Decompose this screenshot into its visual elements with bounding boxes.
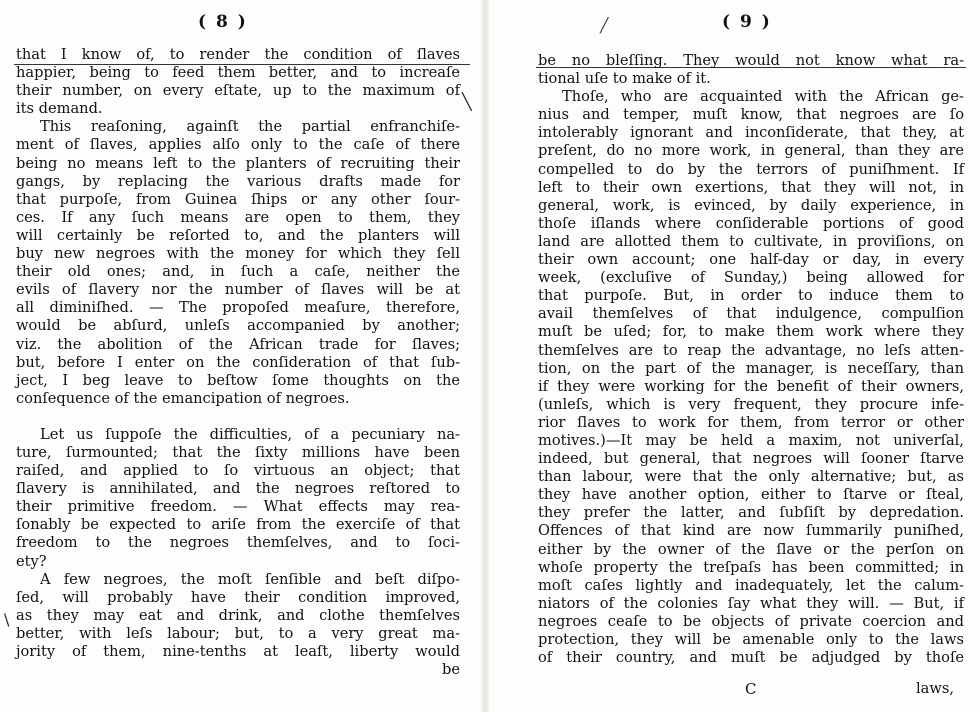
text-line: their old ones; and, in ſuch a caſe, neither the [16, 263, 460, 281]
text-line: being no means left to the planters of recruiting their [16, 154, 460, 172]
text-line: Thoſe, who are acquainted with the African ge- [562, 88, 964, 106]
text-line: whoſe property the treſpaſs has been committed; in [538, 558, 964, 576]
text-line: left to their own exertions, that they will not, in [538, 178, 964, 196]
text-line: as they may eat and drink, and clothe themſelves [16, 606, 460, 624]
text-line: This reaſoning, againſt the partial enfranchiſe- [40, 118, 460, 136]
pencil-mark-icon: ╱ [600, 18, 609, 34]
text-line: land are allotted them to cultivate, in proviſions, on [538, 232, 964, 250]
text-line: ture, ſurmounted; that the ſixty millions have been [16, 443, 460, 461]
text-line: all diminiſhed. — The propoſed meaſure, therefore, [16, 299, 460, 317]
page-number: ( 9 ) [722, 12, 772, 32]
text-line: intolerably ignorant and inconſiderate, that they, at [538, 124, 964, 142]
text-line: negroes ceaſe to be objects of private coercion and [538, 612, 964, 630]
text-line: general, work, is evinced, by daily experience, in [538, 196, 964, 214]
text-line: compelled to do by the terrors of puniſhment. If [538, 160, 964, 178]
page-number: ( 8 ) [198, 12, 248, 32]
text-line: that purpoſe. But, in order to induce them to [538, 287, 964, 305]
text-line: ces. If any ſuch means are open to them, they [16, 208, 460, 226]
margin-mark-icon: \ [4, 610, 10, 629]
text-line: ject, I beg leave to beſtow ſome thoughts on the [16, 371, 460, 389]
text-line: either by the owner of the ſlave or the perſon on [538, 540, 964, 558]
catchword: laws, [916, 680, 954, 697]
text-line: be [442, 661, 460, 679]
left-page-text [16, 46, 460, 679]
text-line: ety? [16, 552, 47, 570]
text-line: muſt be uſed; for, to make them work where they [538, 323, 964, 341]
text-line: protection, they will be amenable only to the laws [538, 631, 964, 648]
text-line: ſonably be expected to ariſe from the exerciſe of that [16, 516, 460, 534]
text-line: (unleſs, which is very frequent, they procure infe- [538, 395, 964, 413]
text-line: niators of the colonies ſay what they will. — But, if [538, 594, 964, 612]
text-line: week, (excluſive of Sunday,) being allowed for [538, 269, 964, 287]
text-line: be no bleſſing. They would not know what ra- [538, 52, 964, 69]
text-line: but, before I enter on the conſideration of that ſub- [16, 353, 460, 371]
text-line: Offences of that kind are now ſummarily puniſhed, [538, 522, 964, 540]
text-line: better, with leſs labour; but, to a very great ma- [16, 624, 460, 642]
text-line: its demand. [16, 100, 103, 118]
text-line: of their country, and muſt be adjudged by thoſe [538, 649, 964, 667]
text-line: Let us ſuppoſe the difficulties, of a pecuniary na- [40, 425, 460, 443]
text-line: their number, on every eſtate, up to the maximum of [16, 82, 460, 100]
text-line: themſelves are to reap the advantage, no leſs atten- [538, 341, 964, 359]
text-line: ment of ſlaves, applies alſo only to the caſe of there [16, 136, 460, 154]
text-line: A few negroes, the moſt ſenſible and beſt diſpo- [40, 570, 460, 588]
text-line: avail themſelves of that indulgence, compulſion [538, 305, 964, 323]
text-line: rior ſlaves to work for them, from terror or other [538, 413, 964, 431]
text-line: ſed, will probably have their condition improved, [16, 588, 460, 606]
text-line: tional uſe to make of it. [538, 70, 711, 88]
text-line: indeed, but general, that negroes will ſooner ſtarve [538, 450, 964, 468]
text-line: preſent, do no more work, in general, than they are [538, 142, 964, 160]
text-line: motives.)—It may be held a maxim, not univerſal, [538, 431, 964, 449]
right-page-text [538, 52, 964, 667]
margin-mark-icon: ╲ [462, 92, 472, 111]
text-line: ſlavery is annihilated, and the negroes reſtored to [16, 480, 460, 498]
book-gutter [481, 0, 489, 712]
text-line: evils of ſlavery nor the number of ſlaves will be at [16, 281, 460, 299]
right-page [490, 0, 980, 712]
text-line: would be abſurd, unleſs accompanied by another; [16, 317, 460, 335]
left-page [0, 0, 480, 712]
text-line: that I know of, to render the condition of ſlaves [16, 46, 460, 63]
text-line: will certainly be reſorted to, and the planters will [16, 226, 460, 244]
text-line: tion, on the part of the manager, is neceſſary, than [538, 359, 964, 377]
signature-mark: C [745, 680, 757, 698]
text-line: that purpoſe, from Guinea ſhips or any other ſour- [16, 190, 460, 208]
text-line: conſequence of the emancipation of negroes. [16, 389, 350, 407]
text-line: happier, being to feed them better, and to increaſe [16, 64, 460, 82]
text-line: moſt caſes lightly and inadequately, let the calum- [538, 576, 964, 594]
text-line: if they were working for the benefit of their owners, [538, 377, 964, 395]
text-line: their own account; one half-day or day, in every [538, 251, 964, 269]
text-line: than labour, were that the only alternative; but, as [538, 468, 964, 486]
text-line: they prefer the latter, and ſubſiſt by depredation. [538, 504, 964, 522]
text-line: raiſed, and applied to ſo virtuous an object; that [16, 462, 460, 480]
text-line [16, 408, 460, 426]
text-line: gangs, by replacing the various drafts made for [16, 172, 460, 190]
text-line: freedom to the negroes themſelves, and to ſoci- [16, 534, 460, 552]
text-line: buy new negroes with the money for which they ſell [16, 245, 460, 263]
text-line: their primitive freedom. — What effects may rea- [16, 498, 460, 516]
text-line: nius and temper, muſt know, that negroes are ſo [538, 106, 964, 124]
text-line: viz. the abolition of the African trade for ſlaves; [16, 335, 460, 353]
text-line: jority of them, nine-tenths at leaſt, liberty would [16, 643, 460, 660]
text-line: they have another option, either to ſtarve or ſteal, [538, 486, 964, 504]
text-line: thoſe iſlands where conſiderable portions of good [538, 214, 964, 232]
